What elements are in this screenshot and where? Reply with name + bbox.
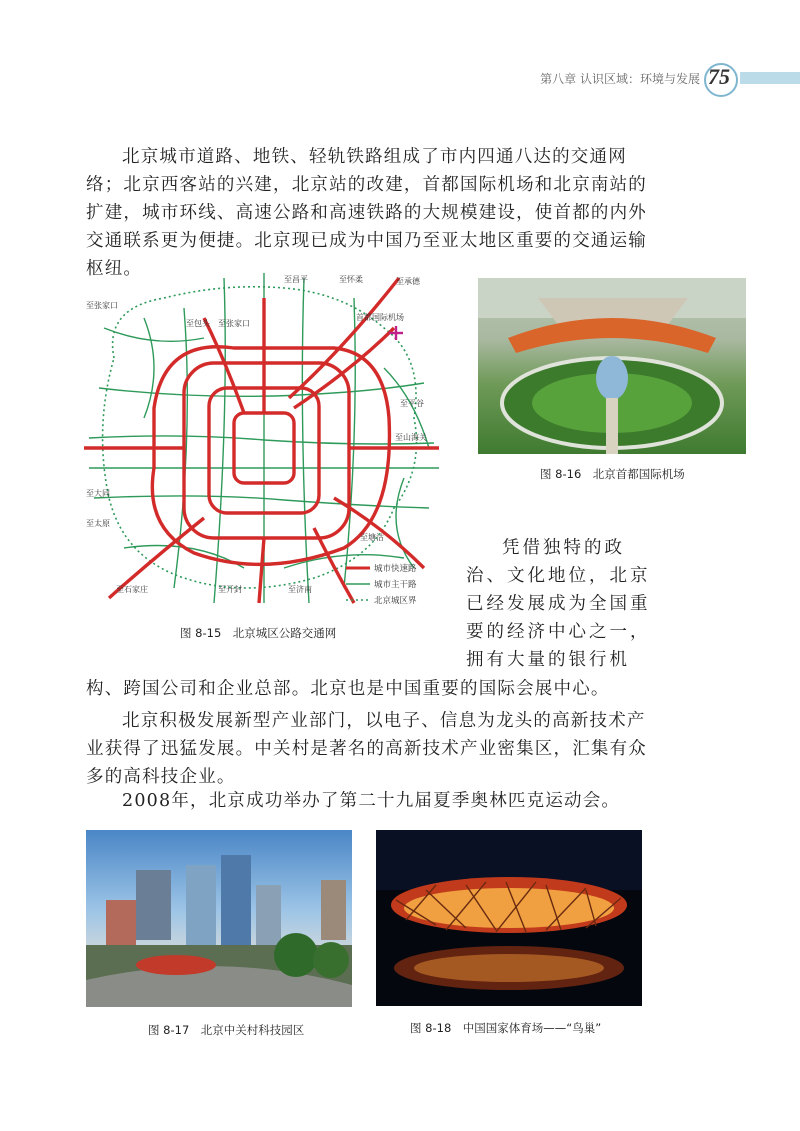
label-shanhaiguan: 至山海关 xyxy=(395,433,427,442)
paragraph-transport: 北京城市道路、地铁、轻轨铁路组成了市内四通八达的交通网络；北京西客站的兴建，北京站的改建，首都国际机场和北京南站的扩建，城市环线、高速公路和高速铁路的大规模建设，使首都的内外交通联系更为便捷。北京现已成为中国乃至亚太地区重要的交通运输枢纽。 xyxy=(86,147,647,279)
label-huairou: 至怀柔 xyxy=(339,275,363,284)
chapter-title: 第八章 认识区域：环境与发展 xyxy=(540,72,700,86)
label-datong: 至大同 xyxy=(86,489,110,498)
beijing-road-map xyxy=(84,268,444,608)
label-changping: 至昌平 xyxy=(284,275,308,284)
label-chengde: 至承德 xyxy=(396,277,420,286)
caption-fig-8-17: 图 8-17 北京中关村科技园区 xyxy=(148,1023,305,1037)
legend-boundary: 北京城区界 xyxy=(374,596,417,606)
paragraph-hightech: 北京积极发展新型产业部门，以电子、信息为龙头的高新技术产业获得了迅猛发展。中关村是著名的高新技术产业密集区，汇集有众多的高科技企业。 xyxy=(86,711,647,787)
paragraph-economy-part2: 构、跨国公司和企业总部。北京也是中国重要的国际会展中心。 xyxy=(86,679,610,699)
caption-fig-8-18: 图 8-18 中国国家体育场——“鸟巢” xyxy=(410,1021,602,1035)
map-legend xyxy=(346,563,417,606)
paragraph-olympics: 2008年，北京成功举办了第二十九届夏季奥林匹克运动会。 xyxy=(122,791,621,811)
label-tangu: 至塘沽 xyxy=(360,533,384,542)
label-zhangjiakou2: 至张家口 xyxy=(218,319,250,328)
label-jinan: 至济南 xyxy=(288,585,312,594)
paragraph-economy-part1: 凭借独特的政治、文化地位，北京已经发展成为全国重要的经济中心之一，拥有大量的银行机 xyxy=(466,538,651,670)
city-boundary xyxy=(103,287,417,588)
header-band xyxy=(740,72,800,84)
label-airport: 首都国际机场 xyxy=(356,313,404,322)
photo-capital-airport xyxy=(478,278,746,454)
photo-birds-nest xyxy=(376,830,642,1006)
legend-arterial: 城市主干路 xyxy=(374,580,417,590)
expressways xyxy=(84,278,439,603)
label-kaifeng: 至开封 xyxy=(218,585,242,594)
photo-zhongguancun xyxy=(86,830,352,1007)
airport-marker xyxy=(389,326,403,340)
page-number: 75 xyxy=(708,64,730,89)
label-baotou: 至包头 xyxy=(186,319,210,328)
caption-fig-8-15: 图 8-15 北京城区公路交通网 xyxy=(180,626,337,640)
legend-expressway: 城市快速路 xyxy=(374,564,417,574)
label-taiyuan: 至太原 xyxy=(86,519,110,528)
caption-fig-8-16: 图 8-16 北京首都国际机场 xyxy=(540,467,685,481)
label-zhangjiakou: 至张家口 xyxy=(86,301,118,310)
label-shijiazhuang: 至石家庄 xyxy=(116,585,148,594)
label-pinggu: 至平谷 xyxy=(400,399,424,408)
